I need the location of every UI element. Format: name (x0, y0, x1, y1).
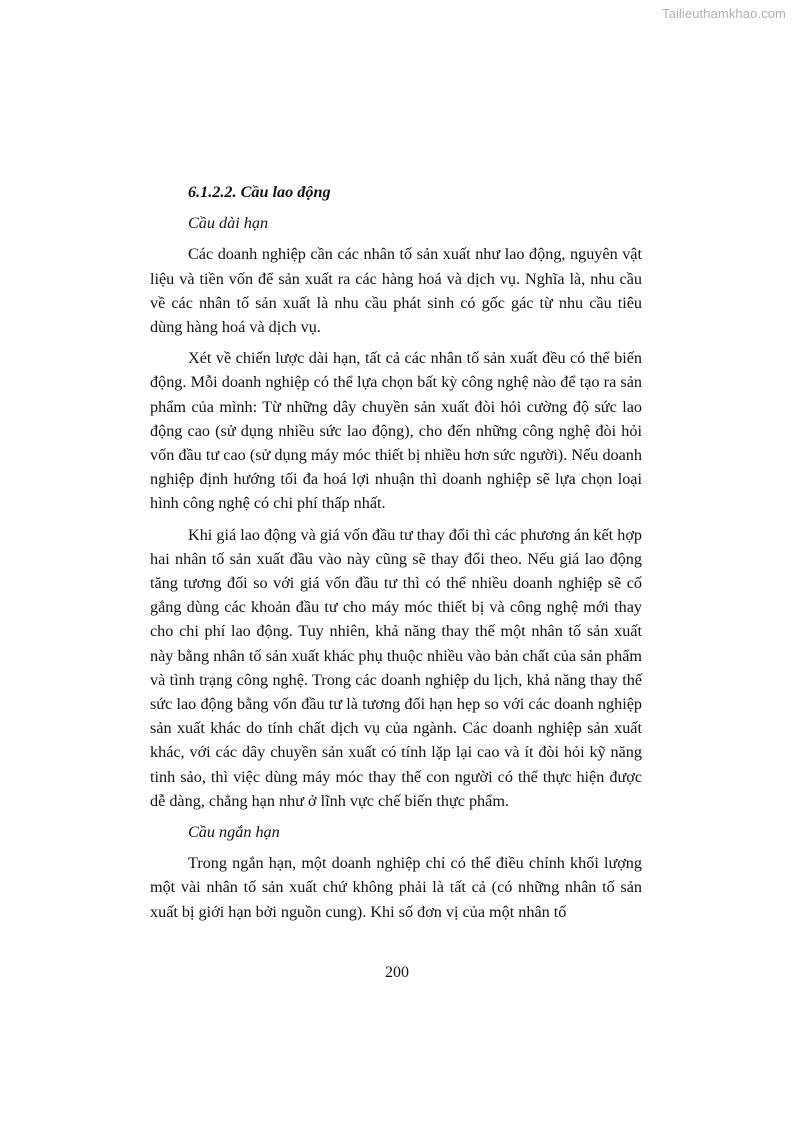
paragraph: Các doanh nghiệp cần các nhân tố sản xuất như lao động, nguyên vật liệu và tiền vốn để sản xuất ra các hàng hoá và dịch vụ. Nghĩa là, nhu cầu về các nhân tố sản xuất là nhu cầu phát sinh có gốc gác từ nhu cầu tiêu dùng hàng hoá và dịch vụ. (150, 245, 642, 337)
subheading-short-term: Cầu ngắn hạn (188, 823, 280, 842)
paragraph: Trong ngắn hạn, một doanh nghiệp chỉ có thể điều chỉnh khối lượng một vài nhân tố sản xuất chứ không phải là tất cả (có những nhân tố sản xuất bị giới hạn bởi nguồn cung). Khi số đơn vị của một nhân tố (150, 854, 642, 921)
paragraph: Khi giá lao động và giá vốn đầu tư thay đổi thì các phương án kết hợp hai nhân tố sản xuất đầu vào này cũng sẽ thay đổi theo. Nếu giá lao động tăng tương đối so với giá vốn đầu tư thì có thể nhiều doanh nghiệp sẽ cố gắng dùng các khoản đầu tư cho máy móc thiết bị và công nghệ mới thay cho chi phí lao động. Tuy nhiên, khả năng thay thế một nhân tố sản xuất này bằng nhân tố sản xuất khác phụ thuộc nhiều vào bản chất của sản phẩm và tình trạng công nghệ. Trong các doanh nghiệp du lịch, khả năng thay thế sức lao động bằng vốn đầu tư là tương đối hạn hẹp so với các doanh nghiệp sản xuất khác do tính chất dịch vụ của ngành. Các doanh nghiệp sản xuất khác, với các dây chuyền sản xuất có tính lặp lại cao và ít đòi hỏi kỹ năng tinh sảo, thì việc dùng máy móc thay thế con người có thể thực hiện được dễ dàng, chẳng hạn như ở lĩnh vực chế biến thực phẩm. (150, 525, 642, 810)
watermark: Tailieuthamkhao.com (661, 6, 786, 21)
section-heading: 6.1.2.2. Cầu lao động (188, 183, 331, 201)
page-number: 200 (385, 964, 409, 981)
page-body (150, 180, 642, 931)
subheading-long-term: Cầu dài hạn (188, 214, 269, 233)
paragraph: Xét về chiến lược dài hạn, tất cả các nhân tố sản xuất đều có thể biến động. Mỗi doanh nghiệp có thể lựa chọn bất kỳ công nghệ nào để tạo ra sản phẩm của mình: Từ những dây chuyền sản xuất đòi hỏi cường độ sức lao động cao (sử dụng nhiều sức lao động), cho đến những công nghệ đòi hỏi vốn đầu tư cao (sử dụng máy móc thiết bị nhiều hơn sức người). Nếu doanh nghiệp định hướng tối đa hoá lợi nhuận thì doanh nghiệp sẽ lựa chọn loại hình công nghệ có chi phí thấp nhất. (150, 349, 642, 513)
